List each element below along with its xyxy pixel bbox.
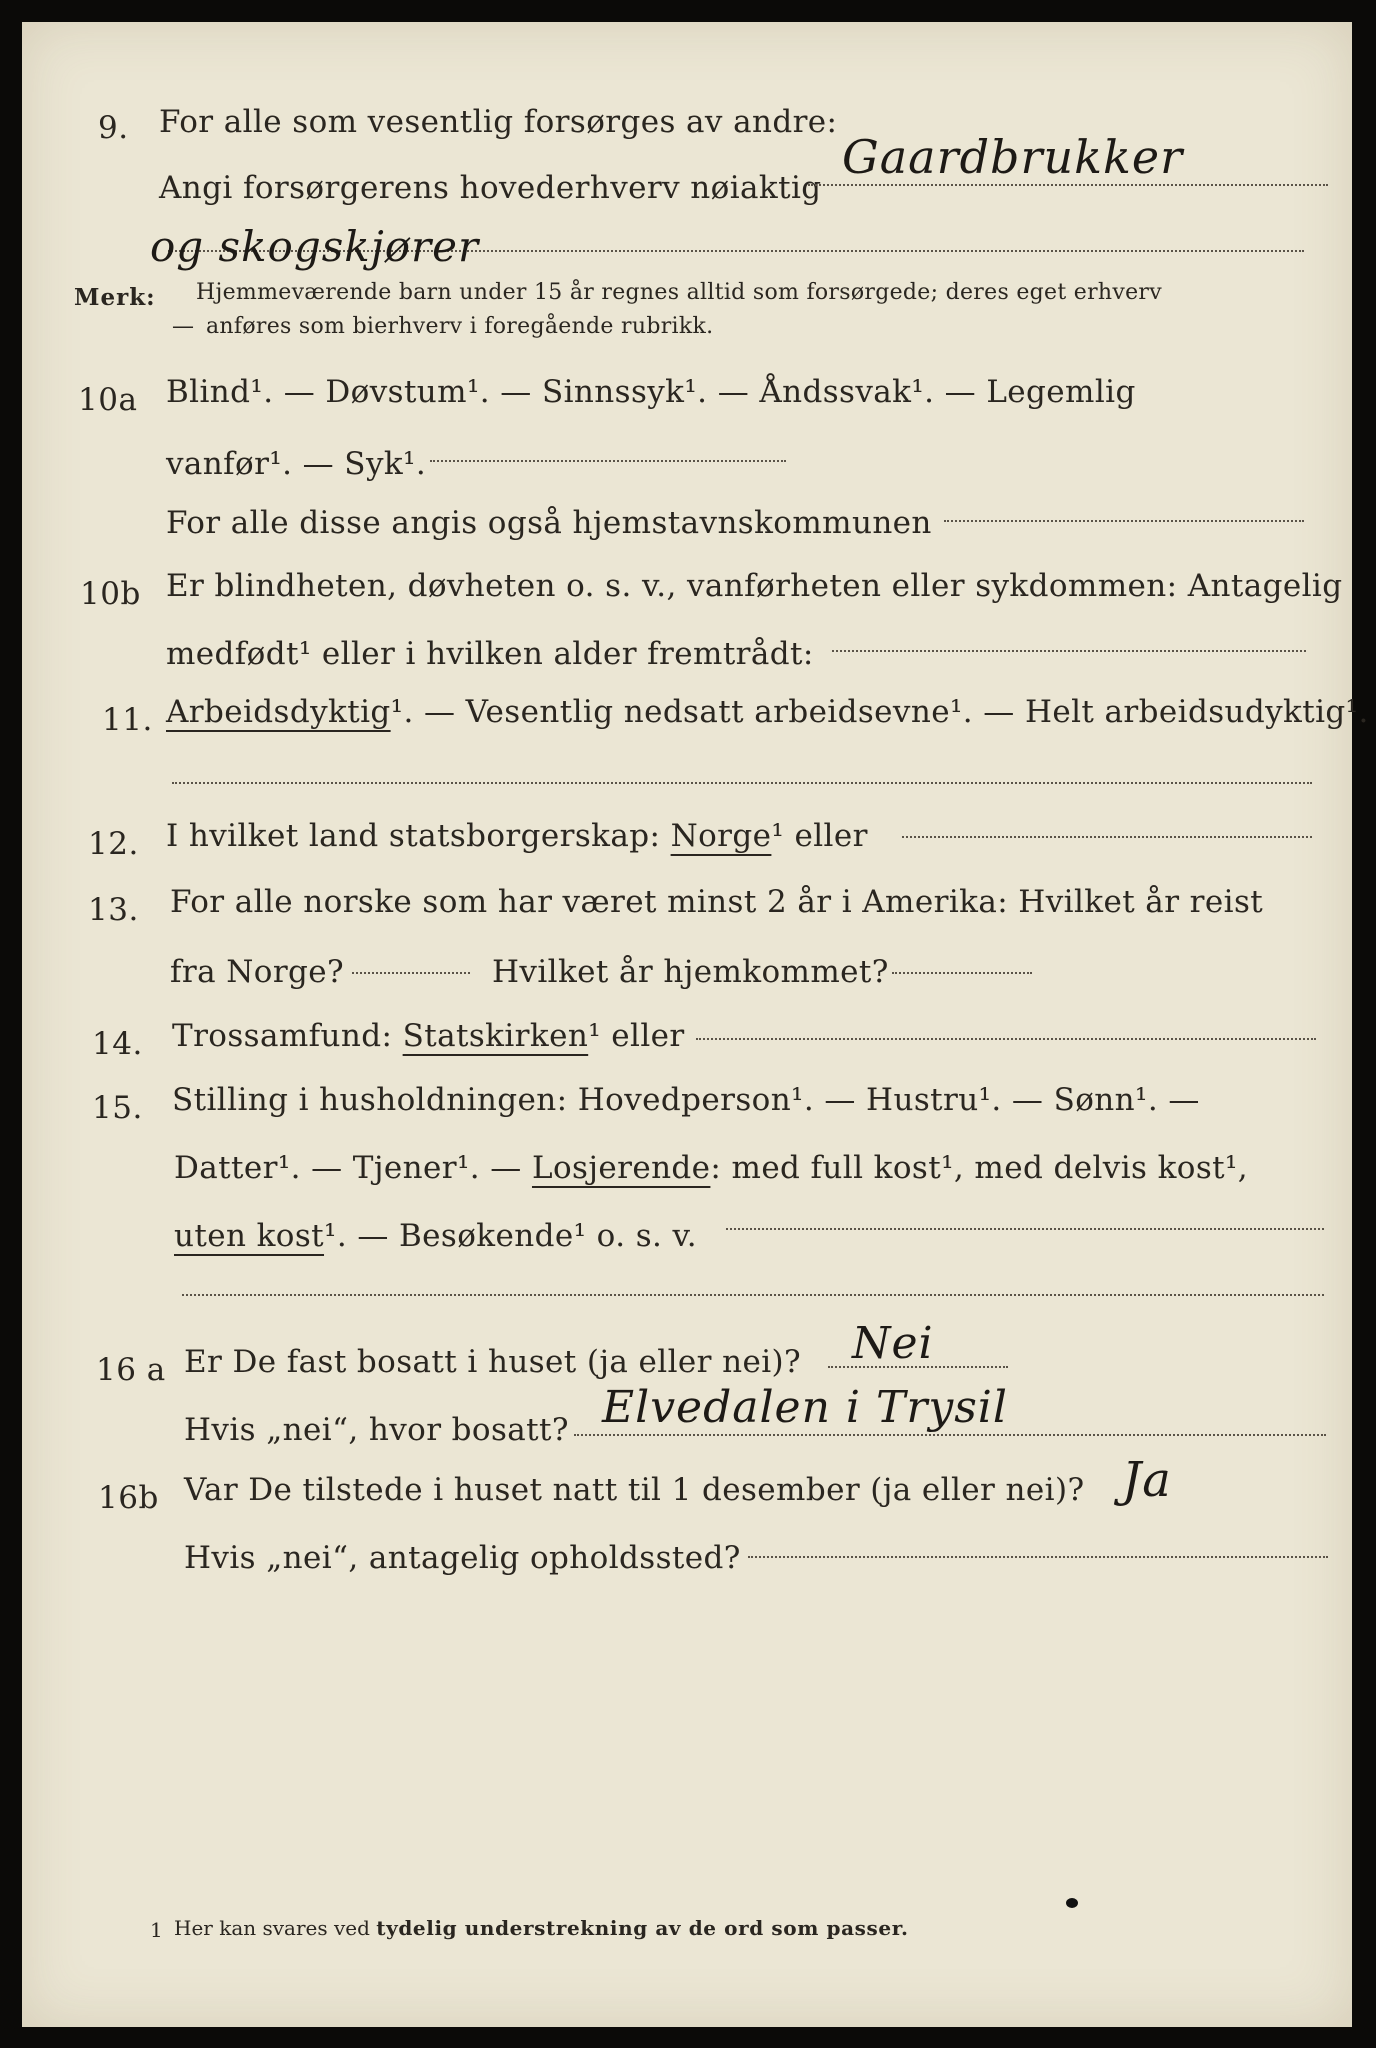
- question-10a-line3: For alle disse angis også hjemstavnskommunen: [166, 505, 932, 541]
- question-15-line2: [174, 1150, 1248, 1186]
- question-10a-hjemstavn-line: [944, 520, 1304, 522]
- question-12-prompt: I hvilket land statsborgerskap:: [166, 818, 661, 854]
- question-16a-residence-line: [574, 1434, 1326, 1436]
- question-13-line2a: fra Norge?: [170, 954, 345, 990]
- question-9-handwritten-answer-cont: og skogskjører: [150, 222, 480, 271]
- question-14-text: [172, 1018, 685, 1054]
- question-11-text: [166, 694, 1369, 730]
- question-15-answer-line2: [182, 1294, 1324, 1296]
- ink-speck: [1066, 1898, 1078, 1908]
- question-14-prompt: Trossamfund:: [172, 1018, 393, 1054]
- question-16b-answer-line: [748, 1556, 1328, 1558]
- question-16a-line1: Er De fast bosatt i huset (ja eller nei)?: [184, 1344, 802, 1380]
- footnote-mark: 1: [150, 1918, 163, 1942]
- merk-line1: Hjemmeværende barn under 15 år regnes alltid som forsørgede; deres eget erhverv: [196, 280, 1162, 305]
- question-12-rest: ¹ eller: [771, 818, 868, 854]
- question-10a-line2: vanfør¹. — Syk¹.: [166, 446, 427, 482]
- question-13-reist-line: [352, 972, 470, 974]
- question-9-line2: Angi forsørgerens hovederhverv nøiaktig: [159, 170, 822, 206]
- question-10b-line2: medfødt¹ eller i hvilken alder fremtrådt:: [166, 636, 814, 672]
- census-form-page: [22, 22, 1369, 2027]
- question-12-number: 12.: [88, 826, 139, 862]
- question-10a-line1: Blind¹. — Døvstum¹. — Sinnssyk¹. — Åndssvak¹. — Legemlig: [166, 374, 1136, 410]
- question-15-line2a: Datter¹. — Tjener¹. —: [174, 1150, 522, 1186]
- question-9-number: 9.: [98, 110, 129, 146]
- footnote-text-a: Her kan svares ved: [174, 1916, 370, 1940]
- question-15-line3: [174, 1218, 697, 1254]
- question-13-line1: For alle norske som har været minst 2 år i Amerika: Hvilket år reist: [170, 884, 1264, 920]
- merk-dash: —: [172, 314, 195, 339]
- question-9-answer-line: [808, 184, 1328, 186]
- question-16a-line2: Hvis „nei“, hvor bosatt?: [184, 1412, 569, 1448]
- question-11-underlined-answer: Arbeidsdyktig: [166, 694, 391, 730]
- question-15-underlined-uten-kost: uten kost: [174, 1218, 325, 1254]
- question-10a-answer-line: [430, 460, 786, 462]
- question-12-answer-line: [902, 836, 1312, 838]
- question-11-number: 11.: [102, 702, 153, 738]
- question-10a-number: 10a: [78, 382, 138, 418]
- question-15-number: 15.: [92, 1090, 143, 1126]
- question-12-underlined-answer: Norge: [670, 818, 772, 854]
- question-15-line3b: ¹. — Besøkende¹ o. s. v.: [324, 1218, 698, 1254]
- question-16a-handwritten-residence: Elvedalen i Trysil: [602, 1382, 1008, 1433]
- question-16a-number: 16 a: [96, 1352, 166, 1388]
- footnote-text: [174, 1916, 909, 1940]
- question-15-line2c: : med full kost¹, med delvis kost¹,: [710, 1150, 1249, 1186]
- question-12-text: [166, 818, 868, 854]
- question-13-line2b: Hvilket år hjemkommet?: [492, 954, 889, 990]
- footnote-text-b: tydelig understrekning av de ord som passer.: [376, 1916, 909, 1940]
- merk-label: Merk:: [74, 284, 156, 311]
- merk-line2: anføres som bierhverv i foregående rubrikk.: [206, 314, 714, 339]
- question-9-line1: For alle som vesentlig forsørges av andre:: [159, 104, 838, 140]
- question-16a-handwritten-answer: Nei: [852, 1318, 934, 1369]
- question-14-underlined-answer: Statskirken: [402, 1018, 589, 1054]
- question-10b-number: 10b: [80, 576, 141, 612]
- question-16b-line1: Var De tilstede i huset natt til 1 desember (ja eller nei)?: [184, 1472, 1085, 1508]
- question-11-answer-line: [172, 782, 1312, 784]
- question-9-handwritten-answer: Gaardbrukker: [842, 130, 1184, 184]
- question-13-hjemkommet-line: [892, 972, 1032, 974]
- question-16a-answer-line: [828, 1366, 1008, 1368]
- question-16b-handwritten-answer: Ja: [1122, 1452, 1172, 1508]
- question-16b-line2: Hvis „nei“, antagelig opholdssted?: [184, 1540, 741, 1576]
- question-15-underlined-losjerende: Losjerende: [531, 1150, 711, 1186]
- question-14-rest: ¹ eller: [588, 1018, 685, 1054]
- question-15-line1: Stilling i husholdningen: Hovedperson¹. — Hustru¹. — Sønn¹. —: [172, 1082, 1200, 1118]
- question-16b-number: 16b: [98, 1480, 159, 1516]
- question-14-number: 14.: [92, 1026, 143, 1062]
- question-13-number: 13.: [88, 892, 139, 928]
- question-14-answer-line: [696, 1038, 1316, 1040]
- question-10b-line1: Er blindheten, døvheten o. s. v., vanførheten eller sykdommen: Antagelig: [166, 568, 1343, 604]
- question-11-rest: ¹. — Vesentlig nedsatt arbeidsevne¹. — Helt arbeidsudyktig¹.: [390, 694, 1369, 730]
- question-10b-answer-line: [832, 650, 1306, 652]
- question-15-answer-line: [726, 1228, 1324, 1230]
